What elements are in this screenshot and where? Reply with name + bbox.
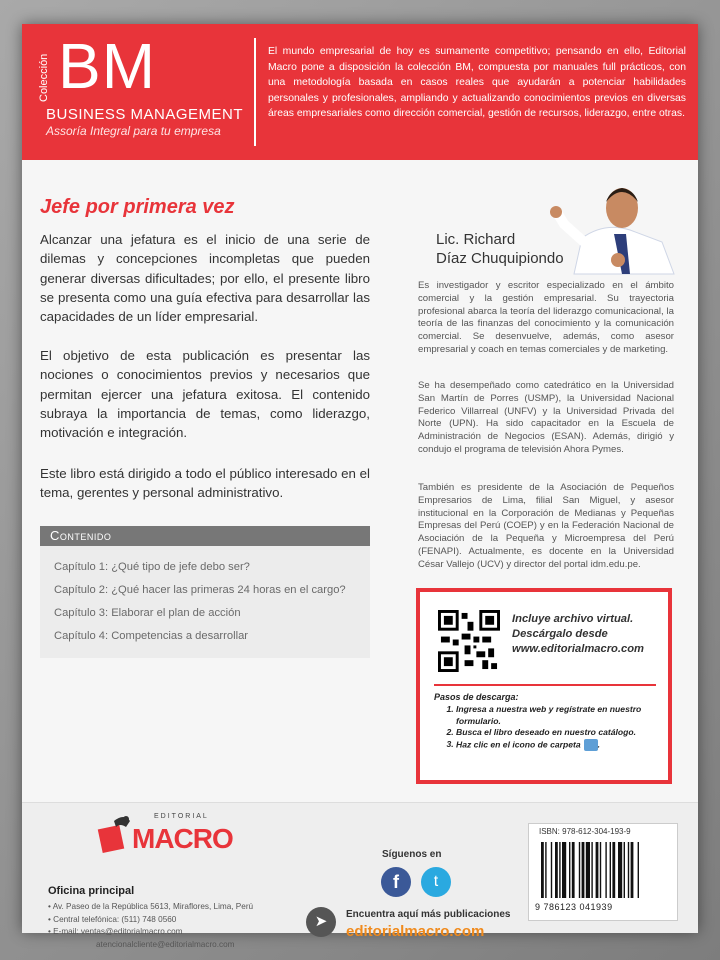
virtual-line1: Incluye archivo virtual. [512,613,634,625]
virtual-file-box [416,588,672,784]
contents-list [40,546,370,648]
barcode-icon [539,842,667,898]
office-title: Oficina principal [48,885,135,897]
virtual-line2: Descárgalo desde [512,628,608,640]
download-step-text: Haz clic en el icono de carpeta [456,738,581,749]
author-bio-paragraph: Es investigador y escritor especializado en el ámbito comercial y la gestión empresarial. Su trayectoria profesional abarca la teoría del liderazgo comunicacional, la teoría de las finanzas del conocimiento y la comunicación comercial. Se desenvuelve, además, como asesor empresarial y coach en temas comerciales y de marketing. [418,280,674,355]
contents-heading: Contenido [40,526,370,546]
synopsis-paragraph: Alcanzar una jefatura es el inicio de una serie de dilemas y concepciones incompletas que pueden generar diversas dificultades; por ello, el presente libro se presenta como una guía efectiva para desarrollar las capacidades de un líder empresarial. [40,232,370,325]
folder-icon [584,739,598,751]
business-management-label: BUSINESS MANAGEMENT [46,106,244,123]
cursor-icon: ➤ [306,907,336,937]
download-step: 3. Haz clic en el icono de carpeta . [456,739,656,751]
logo-editorial-label: EDITORIAL [154,813,209,820]
header-divider [254,38,256,146]
office-email[interactable]: • E-mail: ventas@editorialmacro.com [48,926,253,939]
book-title: Jefe por primera vez [40,196,235,218]
twitter-icon[interactable]: t [421,867,451,897]
isbn-label: ISBN: 978-612-304-193-9 [539,827,631,836]
synopsis-paragraph: El objetivo de esta publicación es presentar las nociones o conocimientos previos y necesarios que permitan ejercer una jefatura exitosa. El contenido subraya la importancia de temas, como liderazgo, motivación e integración. [40,348,370,441]
more-publications-label: Encuentra aquí más publicaciones [346,909,511,920]
publisher-website-link[interactable]: editorialmacro.com [346,923,485,940]
facebook-icon[interactable]: f [381,867,411,897]
bm-logo-text: BM [58,30,156,102]
coleccion-label: Colección [38,53,50,102]
office-address: • Av. Paseo de la República 5613, Miraflores, Lima, Perú [48,901,253,914]
office-email-2[interactable]: atencionalcliente@editorialmacro.com [96,939,235,949]
contents-box [40,526,370,658]
book-back-cover [22,24,698,949]
author-bio-paragraph: Se ha desempeñado como catedrático en la Universidad San Martín de Porres (USMP), la Universidad Nacional Federico Villarreal (UNFV) y la Universidad Privada del Norte (UPN). Ha sido capacitador en la Escuela de Administración de Negocios (ESAN). Además, dirigió y condujo el programa de televisión Ahora Pymes. [418,380,674,455]
contents-item: Capítulo 4: Competencias a desarrollar [54,630,249,642]
qr-code-icon[interactable] [438,610,500,672]
synopsis-paragraph: Este libro está dirigido a todo el público interesado en el tema, gerentes y personal administrativo. [40,466,370,501]
contents-item: Capítulo 2: ¿Qué hacer las primeras 24 horas en el cargo? [54,584,346,596]
author-bio-paragraph: También es presidente de la Asociación de Pequeños Empresarios de Lima, filial San Miguel, y asesor institucional en la Corporación de Medianas y Pequeñas Empresas del Perú (COEP) y en la Federación Nacional de Asociación de la Pequeña y Microempresa del Perú (FENAPI). Actualmente, es docente en la Universidad César Vallejo (UCV) y director del portal idm.edu.pe. [418,482,674,570]
office-phone: • Central telefónica: (511) 748 0560 [48,914,253,927]
logo-macro-label: MACRO [132,823,233,854]
author-name [436,230,564,268]
barcode-number: 9 786123 041939 [535,902,613,912]
collection-header [22,24,698,160]
download-step: 1. Ingresa a nuestra web y regístrate en nuestro formulario. [456,704,656,727]
author-name-line1: Lic. Richard [436,231,516,248]
download-step: 2. Busca el libro deseado en nuestro catálogo. [456,727,656,739]
virtual-link[interactable]: www.editorialmacro.com [512,643,645,655]
office-details [48,901,253,951]
download-steps-list [444,704,656,751]
contents-item: Capítulo 1: ¿Qué tipo de jefe debo ser? [54,561,250,573]
author-name-line2: Díaz Chuquipiondo [436,250,564,267]
virtual-file-text [512,612,644,657]
virtual-divider [434,684,656,686]
isbn-barcode-box [528,823,678,921]
follow-us-label: Síguenos en [382,849,442,860]
publisher-footer [22,802,698,949]
collection-tagline: Assoría Integral para tu empresa [46,124,221,138]
collection-description: El mundo empresarial de hoy es sumamente competitivo; pensando en ello, Editorial Macro pone a disposición la colección BM, compuesta por manuales full prácticos, con una metodología basada en casos reales que ayudarán a potenciar habilidades personales y profesionales, ampliando y actualizando conocimientos previos en diversas áreas empresariales como dirección comercial, gestión de recursos, liderazgo, entre otras. [268,46,686,119]
download-steps-title: Pasos de descarga: [434,692,519,702]
contents-item: Capítulo 3: Elaborar el plan de acción [54,607,241,619]
